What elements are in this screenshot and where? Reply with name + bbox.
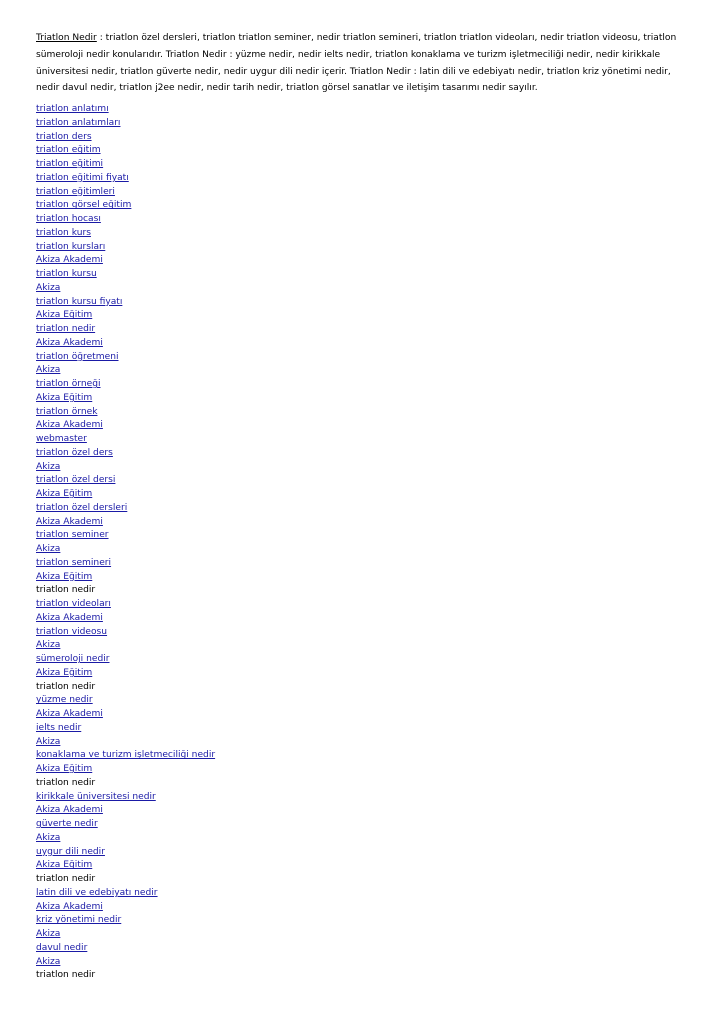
list-item [36,571,696,585]
keyword-link[interactable]: sümeroloji nedir [36,654,110,665]
keyword-link[interactable]: Akiza [36,282,61,293]
keyword-link[interactable]: Akiza Eğitim [36,392,93,403]
keyword-link[interactable]: triatlon hocası [36,214,101,225]
list-item [36,323,696,337]
keyword-link[interactable]: triatlon kursu [36,269,97,280]
keyword-link[interactable]: Akiza [36,544,61,555]
list-item [36,529,696,543]
list-item [36,433,696,447]
keyword-link[interactable]: triatlon özel ders [36,447,113,458]
intro-text: : triatlon özel dersleri, triatlon triatlon seminer, nedir triatlon semineri, triatlon triatlon videoları, nedir triatlon videosu, triatlon sümeroloji nedir konularıdır. Triatlon Nedir : yüzme nedir, nedir ielts nedir, triatlon konaklama ve turizm işletmeciliği nedir, nedir kirikkale üniversitesi nedir, triatlon güverte nedir, nedir uygur dili nedir içerir. Triatlon Nedir : latin dili ve edebiyatı nedir, triatlon kriz yönetimi nedir, nedir davul nedir, triatlon j2ee nedir, nedir tarih nedir, triatlon görsel sanatlar ve iletişim tasarımı nedir sayılır. [36,33,677,94]
list-item [36,804,696,818]
list-item [36,667,696,681]
keyword-link[interactable]: Akiza Eğitim [36,310,93,321]
list-item [36,213,696,227]
list-item [36,117,696,131]
list-item [36,461,696,475]
title-link[interactable]: Triatlon Nedir [36,33,97,43]
list-item [36,474,696,488]
keyword-link[interactable]: Akiza Akademi [36,612,103,623]
keyword-text: triatlon nedir [36,777,96,788]
list-item [36,337,696,351]
keyword-link[interactable]: Akiza Akademi [36,255,103,266]
keyword-link[interactable]: triatlon kursları [36,241,106,252]
list-item [36,516,696,530]
keyword-link[interactable]: triatlon videoları [36,599,111,610]
list-item [36,584,696,598]
list-item [36,392,696,406]
keyword-link[interactable]: Akiza Eğitim [36,860,93,871]
keyword-link[interactable]: kriz yönetimi nedir [36,915,122,926]
keyword-link[interactable]: güverte nedir [36,819,98,830]
list-item [36,612,696,626]
intro-paragraph [36,30,696,97]
link-list [36,103,696,983]
keyword-link[interactable]: Akiza [36,640,61,651]
list-item [36,942,696,956]
list-item [36,598,696,612]
keyword-link[interactable]: triatlon semineri [36,557,112,568]
keyword-link[interactable]: Akiza [36,956,61,967]
keyword-link[interactable]: davul nedir [36,942,88,953]
list-item [36,914,696,928]
list-item [36,818,696,832]
list-item [36,419,696,433]
list-item [36,199,696,213]
keyword-link[interactable]: Akiza [36,736,61,747]
list-item [36,887,696,901]
list-item [36,736,696,750]
list-item [36,364,696,378]
keyword-link[interactable]: Akiza Eğitim [36,764,93,775]
keyword-link[interactable]: latin dili ve edebiyatı nedir [36,887,158,898]
keyword-link[interactable]: triatlon seminer [36,530,109,541]
keyword-link[interactable]: triatlon ders [36,131,92,142]
list-item [36,777,696,791]
keyword-link[interactable]: Akiza Akademi [36,420,103,431]
list-item [36,873,696,887]
keyword-link[interactable]: triatlon eğitimi fiyatı [36,172,129,183]
list-item [36,227,696,241]
list-item [36,763,696,777]
keyword-link[interactable]: Akiza Eğitim [36,667,93,678]
keyword-link[interactable]: Akiza [36,461,61,472]
list-item [36,502,696,516]
list-item [36,158,696,172]
keyword-link[interactable]: triatlon videosu [36,626,108,637]
document-page [36,30,696,983]
list-item [36,708,696,722]
list-item [36,488,696,502]
keyword-link[interactable]: uygur dili nedir [36,846,105,857]
keyword-link[interactable]: triatlon eğitimleri [36,186,115,197]
keyword-link[interactable]: triatlon özel dersleri [36,502,128,513]
keyword-link[interactable]: triatlon görsel eğitim [36,200,132,211]
list-item [36,626,696,640]
keyword-text: triatlon nedir [36,970,96,981]
keyword-link[interactable]: triatlon öğretmeni [36,351,119,362]
list-item [36,901,696,915]
keyword-link[interactable]: ielts nedir [36,722,82,733]
list-item [36,639,696,653]
keyword-link[interactable]: triatlon anlatımları [36,117,121,128]
list-item [36,956,696,970]
list-item [36,309,696,323]
keyword-link[interactable]: triatlon örnek [36,406,98,417]
list-item [36,296,696,310]
list-item [36,846,696,860]
list-item [36,131,696,145]
keyword-link[interactable]: triatlon eğitim [36,145,101,156]
keyword-link[interactable]: triatlon nedir [36,324,96,335]
keyword-link[interactable]: Akiza Akademi [36,516,103,527]
list-item [36,681,696,695]
list-item [36,749,696,763]
keyword-link[interactable]: Akiza Akademi [36,805,103,816]
list-item [36,969,696,983]
list-item [36,282,696,296]
keyword-link[interactable]: Akiza [36,832,61,843]
keyword-link[interactable]: yüzme nedir [36,695,93,706]
keyword-link[interactable]: Akiza Akademi [36,709,103,720]
list-item [36,722,696,736]
keyword-link[interactable]: Akiza Akademi [36,901,103,912]
list-item [36,172,696,186]
keyword-link[interactable]: triatlon özel dersi [36,475,116,486]
keyword-link[interactable]: triatlon kurs [36,227,91,238]
keyword-link[interactable]: triatlon eğitimi [36,159,104,170]
keyword-link[interactable]: kirikkale üniversitesi nedir [36,791,156,802]
list-item [36,186,696,200]
list-item [36,543,696,557]
list-item [36,928,696,942]
list-item [36,268,696,282]
keyword-link[interactable]: Akiza Eğitim [36,571,93,582]
list-item [36,406,696,420]
list-item [36,241,696,255]
list-item [36,694,696,708]
list-item [36,832,696,846]
keyword-text: triatlon nedir [36,585,96,596]
list-item [36,653,696,667]
list-item [36,859,696,873]
keyword-link[interactable]: Akiza Akademi [36,337,103,348]
keyword-link[interactable]: webmaster [36,434,87,445]
keyword-text: triatlon nedir [36,681,96,692]
keyword-link[interactable]: Akiza Eğitim [36,489,93,500]
keyword-link[interactable]: Akiza [36,365,61,376]
keyword-link[interactable]: konaklama ve turizm işletmeciliği nedir [36,750,216,761]
list-item [36,557,696,571]
keyword-link[interactable]: Akiza [36,929,61,940]
list-item [36,254,696,268]
list-item [36,447,696,461]
keyword-text: triatlon nedir [36,874,96,885]
keyword-link[interactable]: triatlon örneği [36,379,101,390]
list-item [36,351,696,365]
list-item [36,791,696,805]
list-item [36,144,696,158]
keyword-link[interactable]: triatlon anlatımı [36,104,109,115]
list-item [36,378,696,392]
keyword-link[interactable]: triatlon kursu fiyatı [36,296,123,307]
list-item [36,103,696,117]
